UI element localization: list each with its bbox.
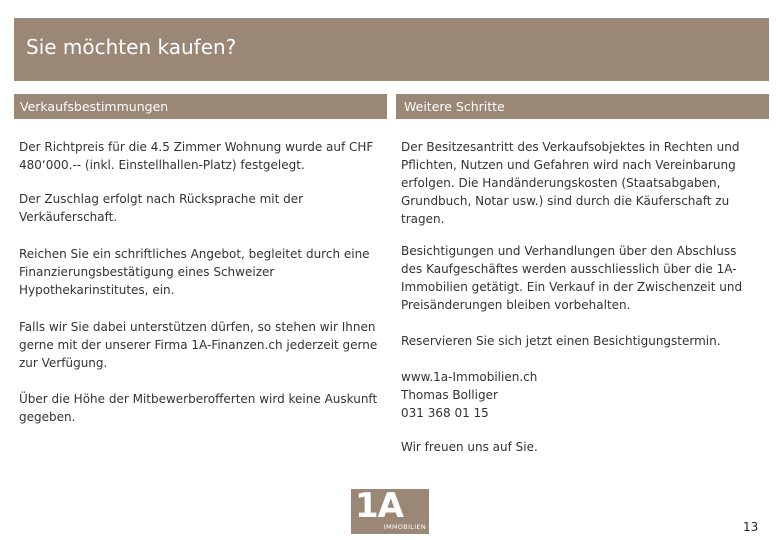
- page-number: 13: [743, 520, 759, 534]
- logo-wordmark: IMMOBILIEN: [383, 523, 426, 531]
- closing-text: Wir freuen uns auf Sie.: [401, 440, 538, 454]
- paragraph-zuschlag: Der Zuschlag erfolgt nach Rücksprache mit der Verkäuferschaft.: [19, 192, 304, 224]
- logo-mark: 1A: [355, 486, 403, 526]
- section-heading-verkaufsbestimmungen: Verkaufsbestimmungen: [14, 94, 387, 119]
- contact-name: Thomas Bolliger: [401, 388, 498, 402]
- paragraph-reservieren: Reservieren Sie sich jetzt einen Besichtigungstermin.: [401, 334, 721, 348]
- paragraph-mitbewerber: Über die Höhe der Mitbewerberofferten wird keine Auskunft gegeben.: [19, 392, 378, 424]
- right-column: [401, 138, 761, 456]
- paragraph-richtpreis: Der Richtpreis für die 4.5 Zimmer Wohnung wurde auf CHF 480‘000.-- (inkl. Einstellhallen-Platz) festgelegt.: [19, 140, 374, 172]
- contact-phone: 031 368 01 15: [401, 406, 489, 420]
- left-column: [19, 138, 384, 426]
- company-logo: [351, 486, 429, 534]
- contact-block: [401, 368, 761, 422]
- paragraph-besichtigungen: Besichtigungen und Verhandlungen über den Abschluss des Kaufgeschäftes werden ausschliesslich über die 1A-Immobilien getätigt. Ein Verkauf in der Zwischenzeit und Preisänderungen bleiben vorbehalten.: [401, 244, 743, 312]
- section-heading-weitere-schritte: Weitere Schritte: [396, 94, 769, 119]
- paragraph-angebot: Reichen Sie ein schriftliches Angebot, begleitet durch eine Finanzierungsbestätigung eines Schweizer Hypothekarinstitutes, ein.: [19, 247, 370, 297]
- page-title: Sie möchten kaufen?: [26, 35, 237, 59]
- title-bar: [14, 18, 769, 81]
- paragraph-finanzierung: Falls wir Sie dabei unterstützen dürfen, so stehen wir Ihnen gerne mit der unserer Firma 1A-Finanzen.ch jederzeit gerne zur Verfügung.: [19, 320, 378, 370]
- website-link[interactable]: www.1a-Immobilien.ch: [401, 370, 538, 384]
- paragraph-besitzesantritt: Der Besitzesantritt des Verkaufsobjektes in Rechten und Pflichten, Nutzen und Gefahren wird nach Vereinbarung erfolgen. Die Handänderungskosten (Staatsabgaben, Grundbuch, Notar usw.) sind durch die Käuferschaft zu tragen.: [401, 140, 740, 226]
